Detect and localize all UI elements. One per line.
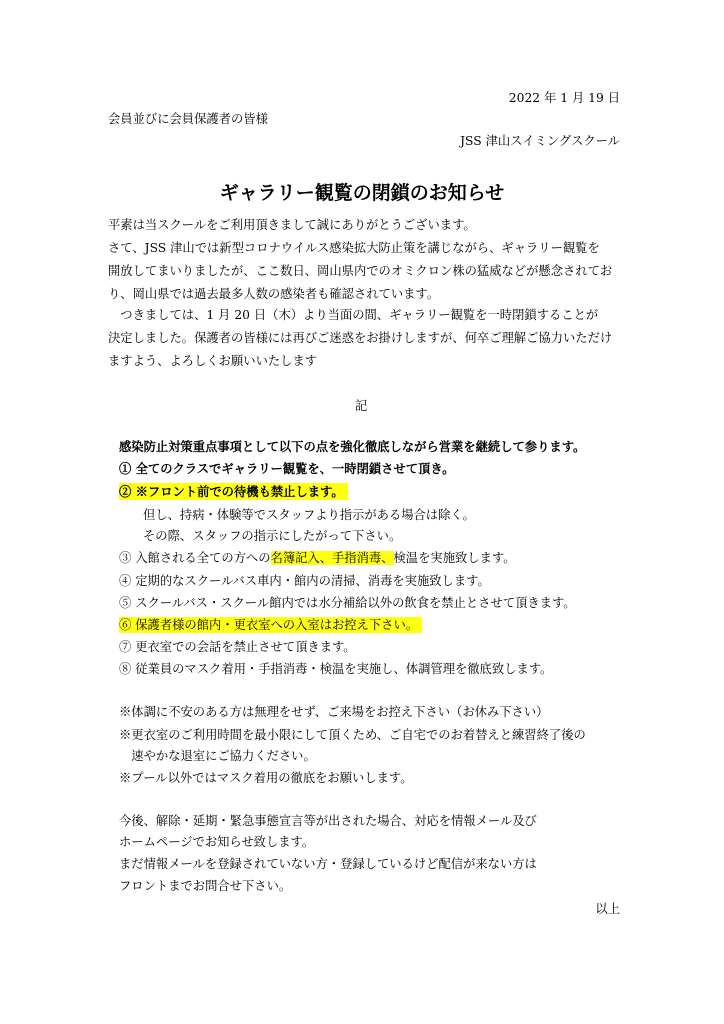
closing-line: まだ情報メールを登録されていない方・登録しているけど配信が来ない方は bbox=[119, 857, 537, 871]
item-text: スクールバス・スクール館内では水分補給以外の飲食を禁止とさせて頂きます。 bbox=[135, 596, 576, 610]
measure-item-2 bbox=[119, 482, 348, 502]
item-text: 全てのクラスでギャラリー観覧を、一時閉鎖させて頂き。 bbox=[135, 461, 455, 476]
measure-item-3 bbox=[119, 548, 516, 568]
note-line: 速やかな退室にご協力ください。 bbox=[119, 749, 316, 763]
body-line: 決定しました。保護者の皆様には再びご迷惑をお掛けしますが、何卒ご理解ご協力いただけ bbox=[108, 331, 613, 345]
item-number: ⑥ bbox=[119, 618, 132, 632]
addressee: 会員並びに会員保護者の皆様 bbox=[108, 112, 268, 126]
page-title: ギャラリー観覧の閉鎖のお知らせ bbox=[219, 182, 505, 204]
item-number: ⑦ bbox=[119, 640, 132, 654]
item-2-note: 但し、持病・体験等でスタッフより指示がある場合は除く。 bbox=[143, 508, 475, 522]
item-text: 保護者様の館内・更衣室への入室はお控え下さい。 bbox=[135, 618, 419, 632]
item-number: ② bbox=[119, 484, 132, 499]
highlighted-text: 名簿記入、手指消毒、 bbox=[270, 551, 394, 565]
body-line: り、岡山県では過去最多人数の感染者も確認されています。 bbox=[108, 287, 440, 301]
measures-intro: 感染防止対策重点事項として以下の点を強化徹底しながら営業を継続して参ります。 bbox=[119, 439, 586, 454]
item-text: 従業員のマスク着用・手指消毒・検温を実施し、体調管理を徹底致します。 bbox=[135, 662, 553, 676]
measure-item-8 bbox=[119, 659, 552, 679]
item-number: ③ bbox=[119, 551, 132, 565]
document-date: 2022 年 1 月 19 日 bbox=[508, 91, 620, 105]
measure-item-4 bbox=[119, 571, 490, 591]
item-number: ⑤ bbox=[119, 596, 132, 610]
closing-line: 今後、解除・延期・緊急事態宣言等が出された場合、対応を情報メール及び bbox=[119, 814, 537, 828]
sender: JSS 津山スイミングスクール bbox=[460, 134, 620, 148]
item-text: 更衣室での会話を禁止させて頂きます。 bbox=[135, 640, 356, 654]
body-line: さて、JSS 津山では新型コロナウイルス感染拡大防止策を講じながら、ギャラリー観覧を bbox=[108, 241, 600, 255]
highlight-mark bbox=[119, 617, 422, 633]
end-mark: 以上 bbox=[595, 902, 620, 916]
measure-item-5 bbox=[119, 593, 576, 613]
body-line: 開放してまいりましたが、ここ数日、岡山県内でのオミクロン株の猛威などが懸念されてお bbox=[108, 264, 613, 278]
item-number: ① bbox=[119, 461, 132, 476]
highlight-mark bbox=[119, 483, 348, 500]
item-text: ※フロント前での待機も禁止します。 bbox=[135, 484, 344, 499]
measure-item-7 bbox=[119, 637, 356, 657]
ki-mark: 記 bbox=[355, 399, 368, 413]
note-line: ※体調に不安のある方は無理をせず、ご来場をお控え下さい（お休み下さい） bbox=[119, 705, 549, 719]
measure-item-6 bbox=[119, 615, 422, 635]
item-number: ④ bbox=[119, 574, 132, 588]
note-line: ※プール以外ではマスク着用の徹底をお願いします。 bbox=[119, 771, 413, 785]
closing-line: ホームページでお知らせ致します。 bbox=[119, 835, 315, 849]
item-number: ⑧ bbox=[119, 662, 132, 676]
body-line: ますよう、よろしくお願いいたします bbox=[108, 354, 318, 368]
item-text: 定期的なスクールバス車内・館内の清掃、消毒を実施致します。 bbox=[135, 574, 490, 588]
item-text: 検温を実施致します。 bbox=[393, 551, 516, 565]
item-text: 入館される全ての方への bbox=[135, 551, 271, 565]
item-2-note: その際、スタッフの指示にしたがって下さい。 bbox=[143, 529, 402, 543]
body-line: つきましては、1 月 20 日（木）より当面の間、ギャラリー観覧を一時閉鎖することが bbox=[108, 308, 599, 322]
measure-item-1 bbox=[119, 459, 454, 479]
body-line: 平素は当スクールをご利用頂きまして誠にありがとうございます。 bbox=[108, 218, 476, 232]
note-line: ※更衣室のご利用時間を最小限にして頂くため、ご自宅でのお着替えと練習終了後の bbox=[119, 728, 586, 742]
closing-line: フロントまでお問合せ下さい。 bbox=[119, 879, 292, 893]
